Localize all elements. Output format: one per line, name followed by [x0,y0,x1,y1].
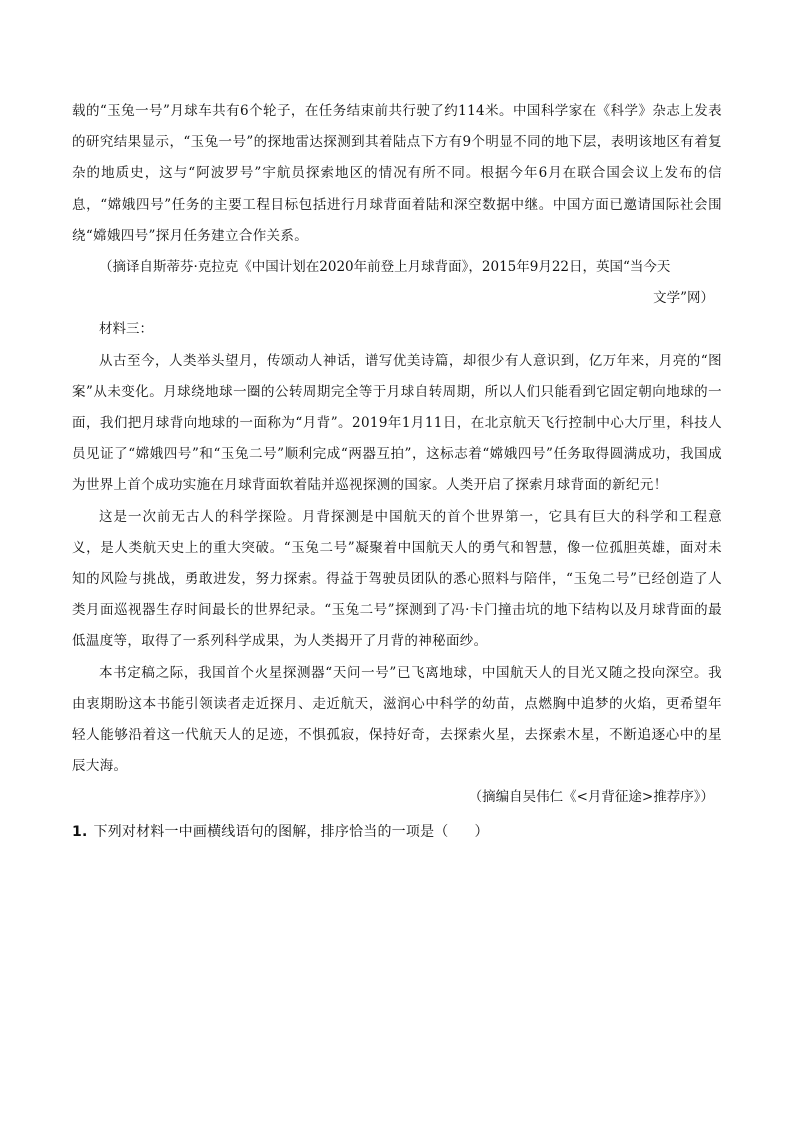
material-two-paragraph: 载的“玉兔一号”月球车共有6个轮子，在任务结束前共行驶了约114米。中国科学家在《科学》杂志上发表的研究结果显示，“玉兔一号”的探地雷达探测到其着陆点下方有9个明显不同的地下层，表明该地区有着复杂的地质史，这与“阿波罗号”宇航员探索地区的情况有所不同。根据今年6月在联合国会议上发布的信息，“嫦娥四号”任务的主要工程目标包括进行月球背面着陆和深空数据中继。中国方面已邀请国际社会围绕“嫦娥四号”探月任务建立合作关系。 [72,103,722,244]
material-three-source: （摘编自吴伟仁《<月背征途>推荐序》） [468,789,714,806]
material-three-heading: 材料三： [99,321,153,338]
material-three-paragraph-3: 本书定稿之际，我国首个火星探测器“天问一号”已飞离地球，中国航天人的目光又随之投向深空。我由衷期盼这本书能引领读者走近探月、走近航天，滋润心中科学的幼苗，点燃胸中追梦的火焰，更希望年轻人能够沿着这一代航天人的足迹，不惧孤寂，保持好奇，去探索火星，去探索木星，不断追逐心中的星辰大海。 [72,664,722,775]
question-number: 1. [72,823,88,840]
material-two-source: （摘译自斯蒂芬·克拉克《中国计划在2020年前登上月球背面》，2015年9月22日，英国“当今天 [99,259,671,276]
material-two-source-cont: 文学”网） [653,290,714,307]
question-text: 下列对材料一中画横线语句的图解，排序恰当的一项是（ [93,823,449,840]
document-page [72,96,722,846]
question-1 [72,818,722,846]
material-three-paragraph-2: 这是一次前无古人的科学探险。月背探测是中国航天的首个世界第一，它具有巨大的科学和工程意义，是人类航天史上的重大突破。“玉兔二号”凝聚着中国航天人的勇气和智慧，像一位孤胆英雄，面对未知的风险与挑战，勇敢进发，努力探索。得益于驾驶员团队的悉心照料与陪伴，“玉兔二号”已经创造了人类月面巡视器生存时间最长的世界纪录。“玉兔二号”探测到了冯·卡门撞击坑的地下结构以及月球背面的最低温度等，取得了一系列科学成果，为人类揭开了月背的神秘面纱。 [72,508,722,650]
material-three-paragraph-1: 从古至今，人类举头望月，传颂动人神话，谱写优美诗篇，却很少有人意识到，亿万年来，月亮的“图案”从未变化。月球绕地球一圈的公转周期完全等于月球自转周期，所以人们只能看到它固定朝向地球的一面，我们把月球背向地球的一面称为“月背”。2019年1月11日，在北京航天飞行控制中心大厅里，科技人员见证了“嫦娥四号”和“玉兔二号”顺利完成“两器互拍”，这标志着“嫦娥四号”任务取得圆满成功，我国成为世界上首个成功实施在月球背面软着陆并巡视探测的国家。人类开启了探索月球背面的新纪元！ [72,352,722,494]
question-close: ） [474,823,489,840]
